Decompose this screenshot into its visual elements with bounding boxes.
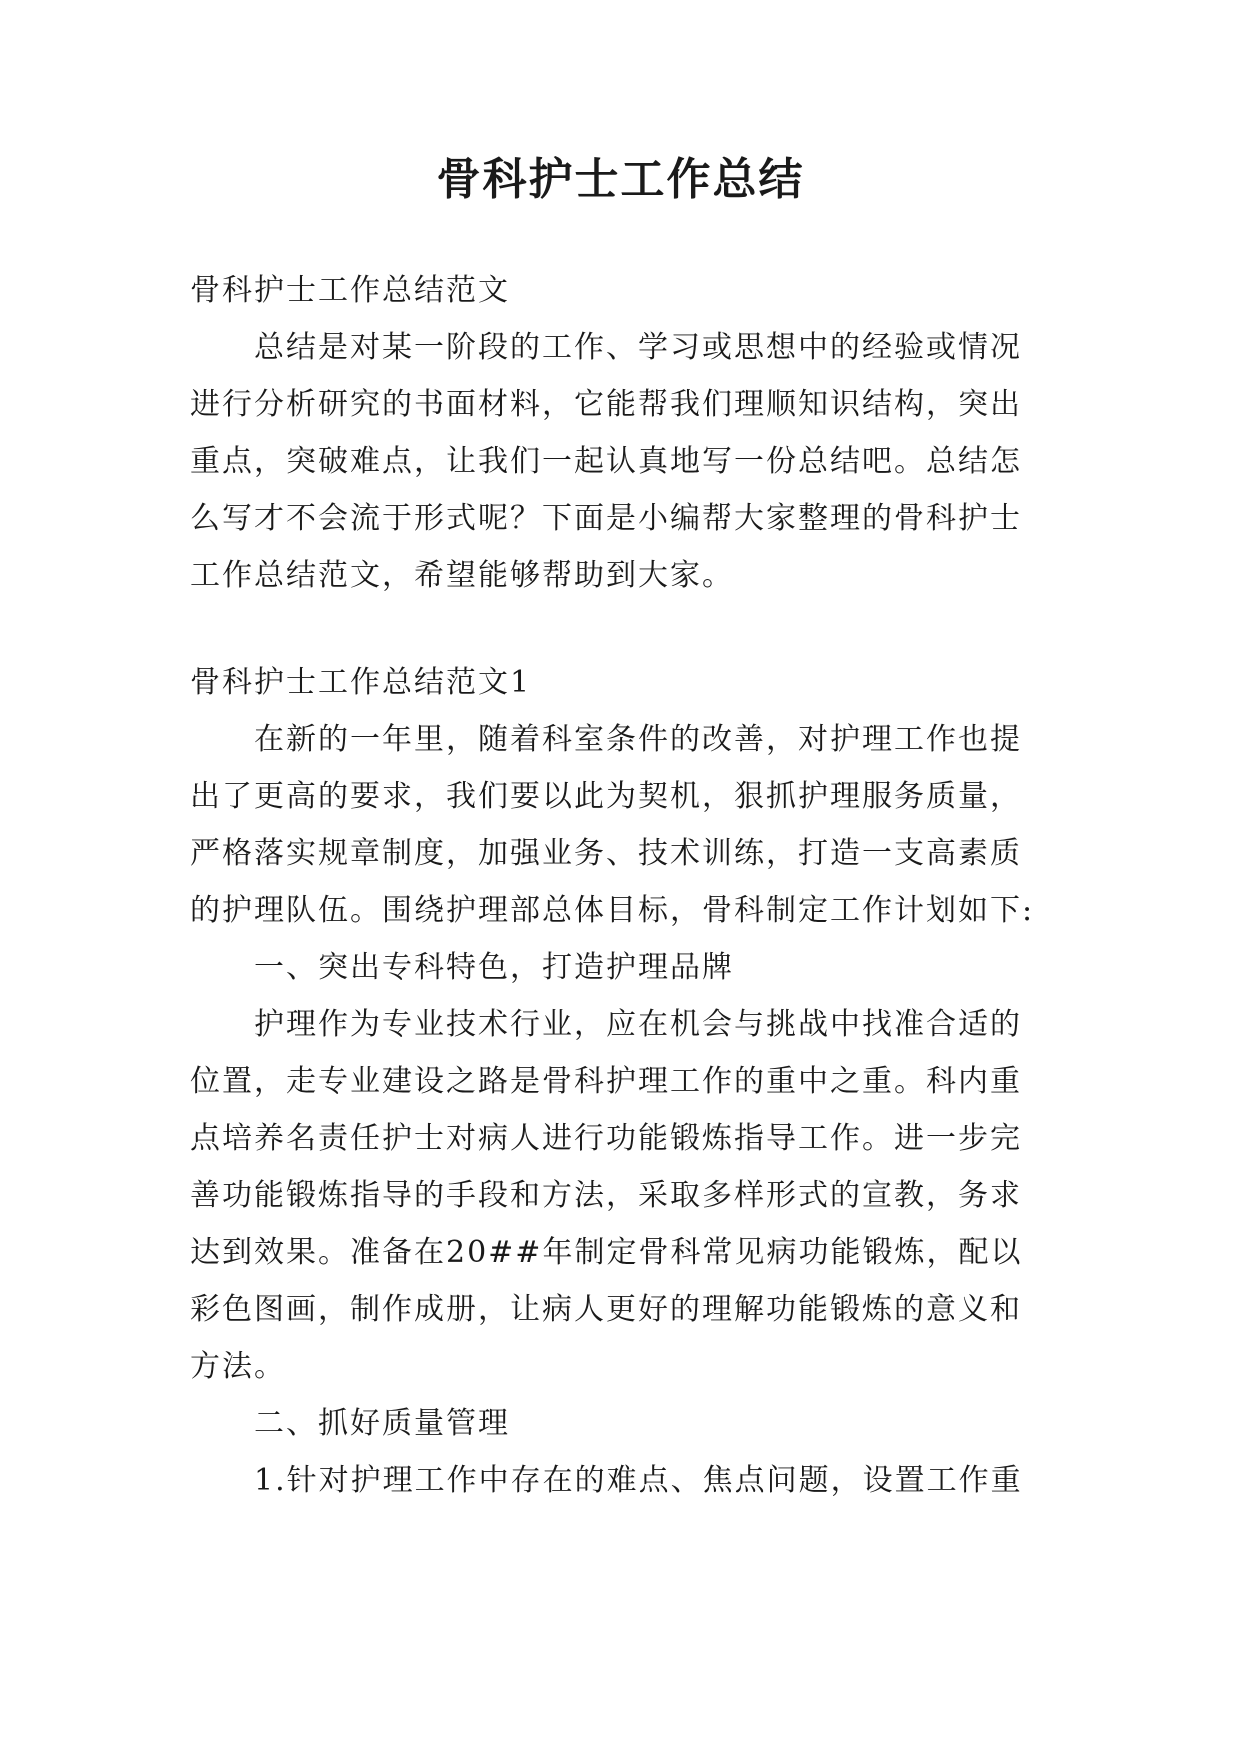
section-heading: 骨科护士工作总结范文1 bbox=[190, 665, 532, 700]
intro-paragraph: 总结是对某一阶段的工作、学习或思想中的经验或情况进行分析研究的书面材料，它能帮我们理顺知识结构，突出重点，突破难点，让我们一起认真地写一份总结吧。总结怎么写才不会流于形式呢？下面是小编帮大家整理的骨科护士工作总结范文，希望能够帮助到大家。 bbox=[190, 330, 1022, 593]
body-paragraph: 1.针对护理工作中存在的难点、焦点问题，设置工作重 bbox=[254, 1463, 1023, 1498]
subheading: 二、抓好质量管理 bbox=[254, 1406, 510, 1441]
section-spacer bbox=[190, 604, 1050, 654]
body-paragraph: 在新的一年里，随着科室条件的改善，对护理工作也提出了更高的要求，我们要以此为契机，狠抓护理服务质量，严格落实规章制度，加强业务、技术训练，打造一支高素质的护理队伍。围绕护理部总体目标，骨科制定工作计划如下: bbox=[190, 722, 1035, 928]
body-paragraph: 护理作为专业技术行业，应在机会与挑战中找准合适的位置，走专业建设之路是骨科护理工作的重中之重。科内重点培养名责任护士对病人进行功能锻炼指导工作。进一步完善功能锻炼指导的手段和方法，采取多样形式的宣教，务求达到效果。准备在20##年制定骨科常见病功能锻炼，配以彩色图画，制作成册，让病人更好的理解功能锻炼的意义和方法。 bbox=[190, 1007, 1023, 1384]
document-title: 骨科护士工作总结 bbox=[436, 154, 805, 205]
subheading: 一、突出专科特色，打造护理品牌 bbox=[254, 950, 734, 985]
section-heading: 骨科护士工作总结范文 bbox=[190, 273, 510, 308]
document-body bbox=[190, 262, 1050, 1509]
